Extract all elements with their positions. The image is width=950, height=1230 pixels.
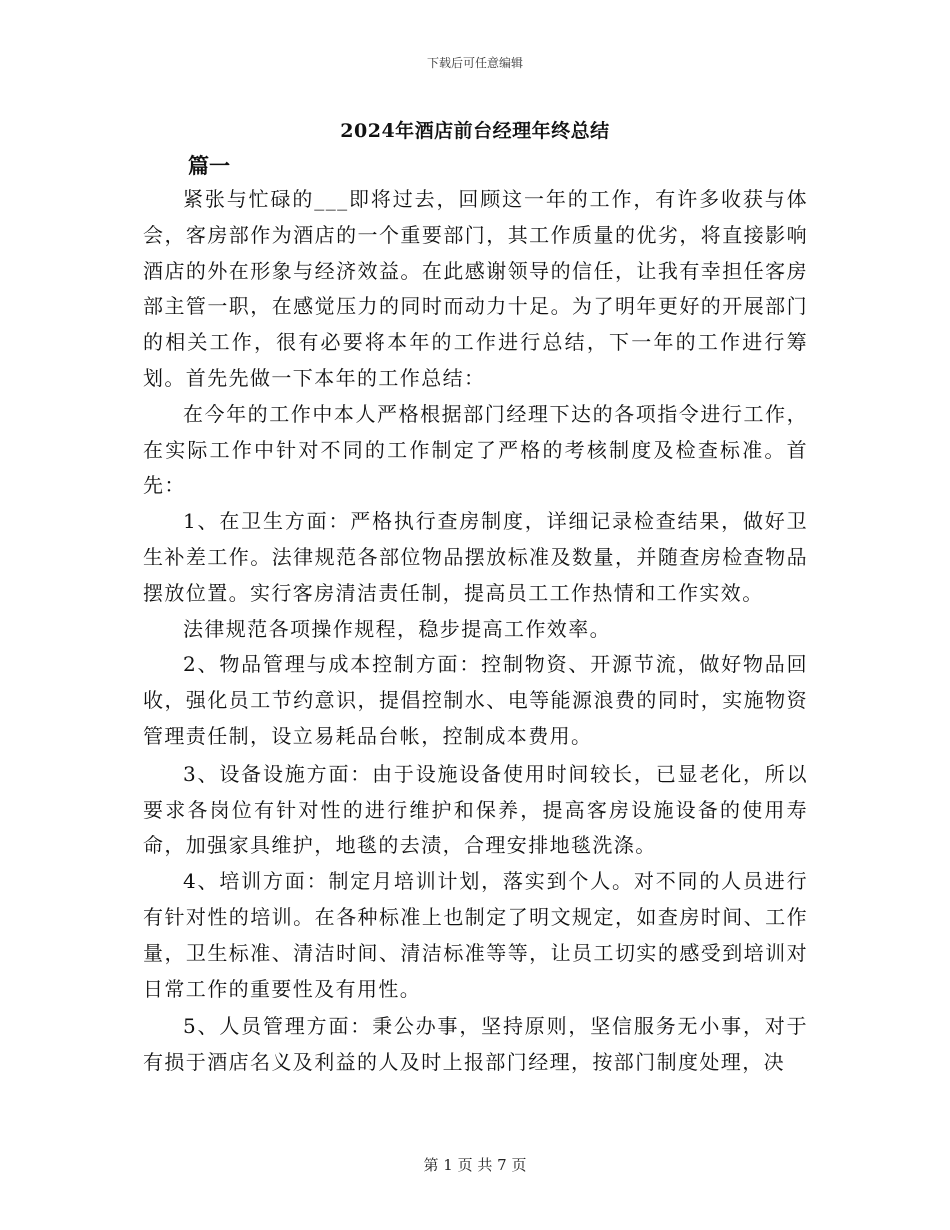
paragraph-procedures: 法律规范各项操作规程，稳步提高工作效率。	[183, 616, 611, 641]
paragraph-hygiene: 1、在卫生方面：严格执行查房制度，详细记录检查结果，做好卫生补差工作。法律规范各部位物品摆放标准及数量，并随查房检查物品摆放位置。实行客房清洁责任制，提高员工工作热情和工作实效。	[143, 509, 808, 605]
document-title: 2024年酒店前台经理年终总结	[340, 120, 610, 142]
document-body	[143, 182, 808, 1081]
paragraph-equipment: 3、设备设施方面：由于设施设备使用时间较长，已显老化，所以要求各岗位有针对性的进行维护和保养，提高客房设施设备的使用寿命，加强家具维护，地毯的去渍，合理安排地毯洗涤。	[143, 761, 808, 858]
paragraph-overview: 在今年的工作中本人严格根据部门经理下达的各项指令进行工作，在实际工作中针对不同的工作制定了严格的考核制度及检查标准。首先：	[143, 401, 808, 498]
paragraph-materials: 2、物品管理与成本控制方面：控制物资、开源节流，做好物品回收，强化员工节约意识，提倡控制水、电等能源浪费的同时，实施物资管理责任制，设立易耗品台帐，控制成本费用。	[143, 652, 808, 748]
paragraph-personnel: 5、人员管理方面：秉公办事，坚持原则，坚信服务无小事，对于有损于酒店名义及利益的人及时上报部门经理，按部门制度处理，决	[143, 1014, 808, 1075]
paragraph-intro: 紧张与忙碌的___即将过去，回顾这一年的工作，有许多收获与体会，客房部作为酒店的一个重要部门，其工作质量的优劣，将直接影响酒店的外在形象与经济效益。在此感谢领导的信任，让我有幸担任客房部主管一职，在感觉压力的同时而动力十足。为了明年更好的开展部门的相关工作，很有必要将本年的工作进行总结，下一年的工作进行筹划。首先先做一下本年的工作总结：	[143, 187, 808, 390]
paragraph-training: 4、培训方面：制定月培训计划，落实到个人。对不同的人员进行有针对性的培训。在各种标准上也制定了明文规定，如查房时间、工作量，卫生标准、清洁时间、清洁标准等等，让员工切实的感受到培训对日常工作的重要性及有用性。	[143, 869, 808, 1001]
page-header-note: 下载后可任意编辑	[426, 56, 523, 70]
section-heading: 篇一	[188, 153, 230, 178]
page-number: 第 1 页 共 7 页	[423, 1156, 527, 1174]
